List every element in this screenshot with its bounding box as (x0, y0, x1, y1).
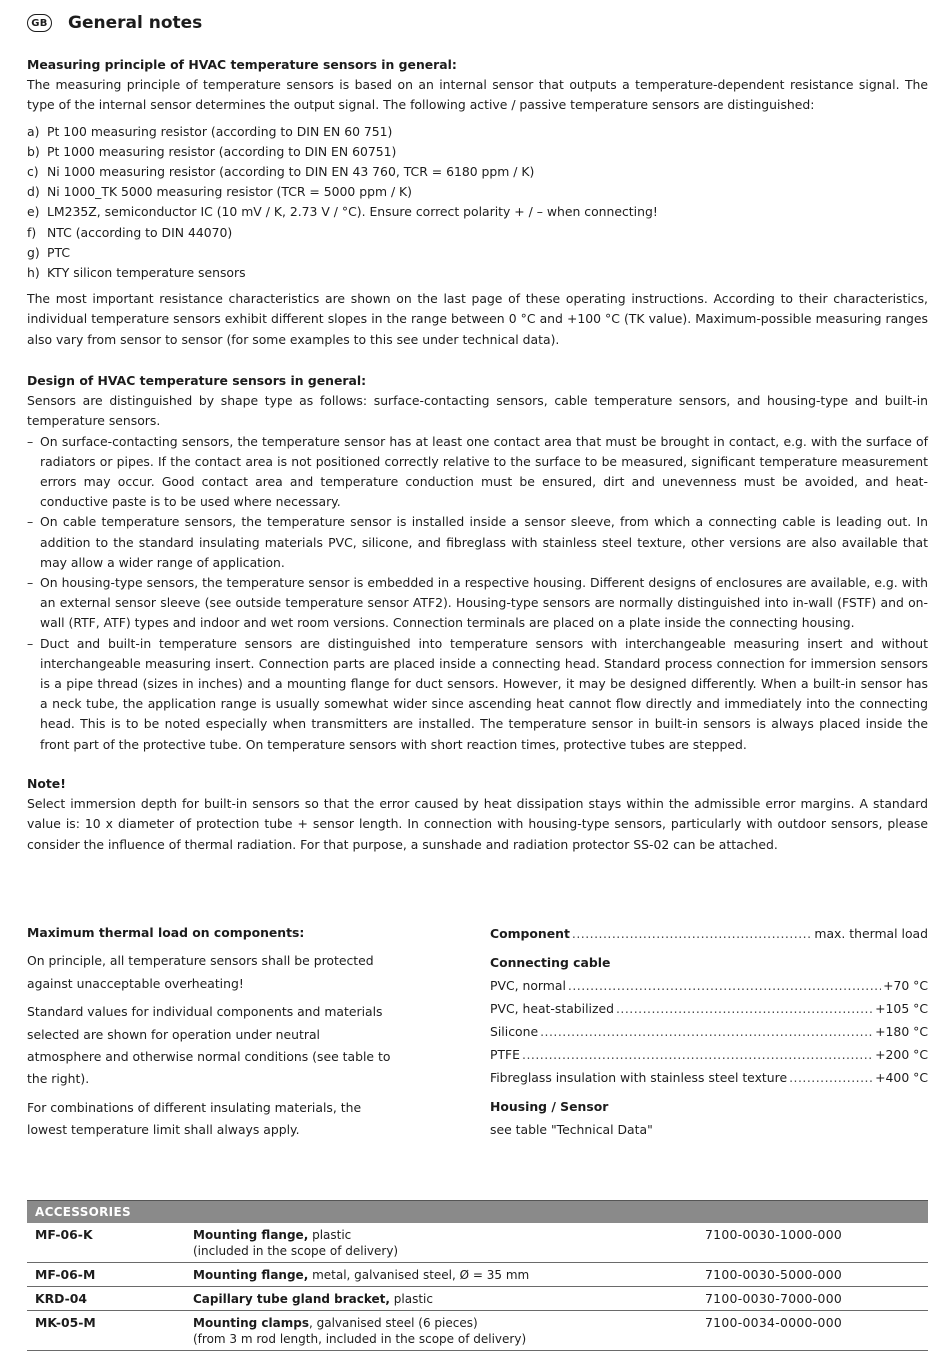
list-text: KTY silicon temperature sensors (47, 265, 246, 281)
table-row (490, 1020, 928, 1043)
row-label: Silicone (490, 1024, 539, 1039)
list-marker: c) (27, 164, 39, 180)
accessory-name: Mounting flange, (193, 1228, 309, 1242)
note-title: Note! (27, 776, 66, 791)
table-row (27, 1311, 928, 1351)
accessories-header: ACCESSORIES (27, 1200, 928, 1223)
note-section (27, 774, 928, 855)
component-header: Component (490, 926, 570, 941)
accessory-description (193, 1227, 705, 1259)
list-marker: g) (27, 244, 40, 260)
list-item (27, 122, 928, 142)
accessory-detail: plastic (308, 1228, 352, 1242)
accessory-name: Capillary tube gland bracket, (193, 1292, 390, 1306)
page-header (27, 10, 928, 36)
list-item (27, 223, 928, 243)
thermal-title: Maximum thermal load on components: (27, 925, 305, 940)
list-item: – On cable temperature sensors, the temperature sensor is installed inside a sensor sleeve, from which a connecting cable is leading out. In addition to the standard insulating materials PVC, silicone, and fibreglass with stainless steel texture, other versions are also available that may allow a wider range of application. (27, 514, 928, 570)
thermal-table-header (490, 922, 928, 945)
list-item: – Duct and built-in temperature sensors are distinguished into temperature sensors with interchangeable measuring insert and without interchangeable measuring insert. Connection parts are placed inside a connecting head. Standard process connection for immersion sensors is a pipe thread (sizes in inches) and a mounting flange for duct sensors. However, it may be designed differently. When a built-in sensor has a neck tube, the application range is usually somewhat wider since ascending heat cannot flow directly and immediately into the connecting head. This is to be noted especially when transmitters are installed. The temperature sensor in built-in sensors is always placed inside the front part of the protective tube. On temperature sensors with short reaction times, protective tubes are stepped. (27, 635, 928, 752)
list-text: Duct and built-in temperature sensors are distinguished into temperature sensors with interchangeable measuring insert and without interchangeable measuring insert. Connection parts are placed inside a connecting head. Standard process connection for immersion sensors is a pipe thread (sizes in inches) and a mounting flange for duct sensors. However, it may be designed differently. When a built-in sensor has a neck tube, the application range is usually somewhat wider since ascending heat cannot flow directly and immediately into the connecting head. This is to be noted especially when transmitters are installed. The temperature sensor in built-in sensors is always placed inside the front part of the protective tube. On temperature sensors with short reaction times, protective tubes are stepped. (40, 635, 928, 752)
table-row (27, 1223, 928, 1263)
list-item (27, 162, 928, 182)
table-row (490, 1066, 928, 1089)
accessory-part-number: 7100-0030-1000-000 (705, 1227, 843, 1242)
dot-leader (572, 922, 813, 945)
row-value: +200 °C (875, 1047, 928, 1062)
page-title: General notes (68, 13, 203, 33)
accessory-detail: metal, galvanised steel, Ø = 35 mm (308, 1268, 530, 1282)
dot-leader (568, 974, 881, 997)
accessory-detail: plastic (389, 1292, 433, 1306)
page (27, 10, 928, 1346)
table-row (27, 1263, 928, 1287)
measuring-outro: The most important resistance characteristics are shown on the last page of these operating instructions. According to their characteristics, individual temperature sensors exhibit different slopes in the range between 0 °C and +100 °C (TK value). Maximum-possible measuring ranges also vary from sensor to sensor (for some examples to this see under technical data). (27, 291, 928, 347)
list-item (27, 202, 928, 222)
accessory-name: Mounting clamps (193, 1316, 309, 1330)
accessory-detail: , galvanised steel (6 pieces) (309, 1316, 478, 1330)
accessory-code: MK-05-M (35, 1315, 96, 1330)
housing-text: see table "Technical Data" (490, 1122, 653, 1137)
table-row (490, 974, 928, 997)
accessory-part-number: 7100-0030-7000-000 (705, 1291, 843, 1306)
design-section (27, 371, 928, 755)
list-marker: b) (27, 143, 40, 159)
row-label: Fibreglass insulation with stainless steel texture (490, 1070, 788, 1085)
list-text: Pt 1000 measuring resistor (according to DIN EN 60751) (47, 143, 397, 159)
row-label: PTFE (490, 1047, 520, 1062)
list-marker: f) (27, 224, 37, 240)
list-text: LM235Z, semiconductor IC (10 mV / K, 2.73 V / °C). Ensure correct polarity + / – when connecting! (47, 204, 658, 220)
thermal-table (490, 922, 928, 1141)
max-load-header: max. thermal load (814, 926, 928, 941)
list-item (27, 243, 928, 263)
list-item: – On surface-contacting sensors, the temperature sensor has at least one contact area that must be brought in contact, e.g. with the surface of radiators or pipes. If the contact area is not positioned correctly relative to the surface to be measured, significant temperature measurement errors may occur. Good contact area and temperature conduction must be ensured, dirt and unevenness must be avoided, and heat-conductive paste is to be used where necessary. (27, 433, 928, 510)
row-label: PVC, normal (490, 978, 566, 993)
list-text: On cable temperature sensors, the temperature sensor is installed inside a sensor sleeve, from which a connecting cable is leading out. In addition to the standard insulating materials PVC, silicone, and fibreglass with stainless steel texture, other versions are also available that may allow a wider range of application. (40, 514, 928, 570)
row-value: +400 °C (875, 1070, 928, 1085)
accessory-code: KRD-04 (35, 1291, 88, 1306)
design-title: Design of HVAC temperature sensors in general: (27, 373, 367, 388)
row-value: +180 °C (875, 1024, 928, 1039)
dot-leader (616, 997, 873, 1020)
accessory-description (193, 1291, 705, 1307)
table-row (27, 1287, 928, 1311)
language-badge: GB (27, 14, 52, 32)
thermal-p2: Standard values for individual components and materials selected are shown for operation under neutral atmosphere and otherwise normal conditions (see table to the right). (27, 1004, 391, 1087)
list-marker: d) (27, 184, 40, 200)
list-item (27, 182, 928, 202)
accessory-description (193, 1267, 705, 1283)
list-text: Ni 1000 measuring resistor (according to DIN EN 43 760, TCR = 6180 ppm / K) (47, 164, 535, 180)
list-item (27, 142, 928, 162)
table-row (490, 1043, 928, 1066)
table-row (490, 997, 928, 1020)
list-text: On surface-contacting sensors, the temperature sensor has at least one contact area that must be brought in contact, e.g. with the surface of radiators or pipes. If the contact area is not positioned correctly relative to the surface to be measured, significant temperature measurement errors may occur. Good contact area and temperature conduction must be ensured, dirt and unevenness must be avoided, and heat-conductive paste is to be used where necessary. (40, 433, 928, 510)
list-item (27, 263, 928, 283)
housing-subheading: Housing / Sensor (490, 1099, 609, 1114)
measuring-section (27, 55, 928, 350)
accessory-code: MF-06-M (35, 1267, 96, 1282)
design-intro: Sensors are distinguished by shape type as follows: surface-contacting sensors, cable temperature sensors, and housing-type and built-in temperature sensors. (27, 393, 928, 429)
list-text: NTC (according to DIN 44070) (47, 224, 233, 240)
accessory-code: MF-06-K (35, 1227, 93, 1242)
measuring-intro: The measuring principle of temperature sensors is based on an internal sensor that outputs a temperature-dependent resistance signal. The type of the internal sensor determines the output signal. The following active / passive temperature sensors are distinguished: (27, 77, 928, 113)
accessory-name: Mounting flange, (193, 1268, 309, 1282)
accessory-description (193, 1315, 705, 1347)
accessory-part-number: 7100-0030-5000-000 (705, 1267, 843, 1282)
measuring-title: Measuring principle of HVAC temperature sensors in general: (27, 57, 457, 72)
dot-leader (540, 1020, 873, 1043)
row-value: +105 °C (875, 1001, 928, 1016)
row-value: +70 °C (883, 978, 928, 993)
thermal-p3: For combinations of different insulating materials, the lowest temperature limit shall always apply. (27, 1099, 362, 1138)
thermal-load-section (27, 922, 397, 1148)
list-marker: a) (27, 123, 40, 139)
list-text: On housing-type sensors, the temperature sensor is embedded in a respective housing. Different designs of enclosures are available, e.g. with an external sensor sleeve (see outside temperature sensor ATF2). Housing-type sensors are normally distinguished into in-wall (FSTF) and on-wall (RTF, ATF) types and indoor and wet room versions. Connection terminals are placed on a plate inside the connecting housing. (40, 575, 928, 631)
list-text: Pt 100 measuring resistor (according to DIN EN 60 751) (47, 123, 393, 139)
list-item: – On housing-type sensors, the temperature sensor is embedded in a respective housing. Different designs of enclosures are available, e.g. with an external sensor sleeve (see outside temperature sensor ATF2). Housing-type sensors are normally distinguished into in-wall (FSTF) and on-wall (RTF, ATF) types and indoor and wet room versions. Connection terminals are placed on a plate inside the connecting housing. (27, 575, 928, 631)
dot-leader (522, 1043, 873, 1066)
design-list (27, 432, 928, 755)
thermal-p1: On principle, all temperature sensors shall be protected against unacceptable overheating! (27, 953, 374, 991)
accessory-note: (from 3 m rod length, included in the scope of delivery) (193, 1332, 527, 1346)
accessory-note: (included in the scope of delivery) (193, 1244, 399, 1258)
dot-leader (789, 1066, 873, 1089)
accessory-part-number: 7100-0034-0000-000 (705, 1315, 843, 1330)
cable-subheading: Connecting cable (490, 955, 611, 970)
list-marker: h) (27, 265, 40, 281)
list-text: Ni 1000_TK 5000 measuring resistor (TCR = 5000 ppm / K) (47, 184, 413, 200)
list-marker: e) (27, 204, 40, 220)
note-text: Select immersion depth for built-in sensors so that the error caused by heat dissipation stays within the admissible error margins. A standard value is: 10 x diameter of protection tube + sensor length. In connection with housing-type sensors, particularly with outdoor sensors, please consider the influence of thermal radiation. For that purpose, a sunshade and radiation protector SS-02 can be attached. (27, 796, 928, 852)
sensor-type-list (27, 122, 928, 284)
accessories-table (27, 1200, 928, 1351)
list-text: PTC (47, 244, 70, 260)
row-label: PVC, heat-stabilized (490, 1001, 614, 1016)
